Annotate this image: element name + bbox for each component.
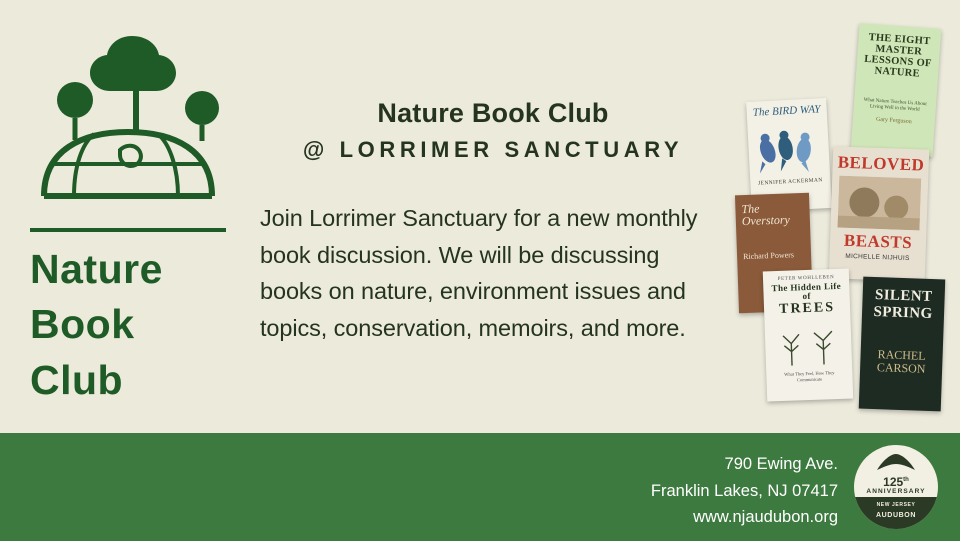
book-title: The Overstory <box>741 201 791 229</box>
seal-org-line-2: AUDUBON <box>876 512 916 519</box>
book-cover-hidden-life-of-trees <box>763 269 853 402</box>
book-subtitle: What Nature Teaches Us About Living Well in the World <box>863 97 927 113</box>
footer-bar <box>0 433 960 541</box>
trees-illustration-icon <box>771 319 847 368</box>
book-cover-collage <box>735 8 960 428</box>
book-cover-beloved-beasts <box>829 146 930 281</box>
book-subtitle: What They Feel, How They Communicate <box>784 369 835 383</box>
book-author: Gary Ferguson <box>875 116 912 125</box>
book-title: SILENT SPRING <box>873 287 933 322</box>
animal-illustration-icon <box>838 176 922 231</box>
anniversary-seal <box>854 445 938 529</box>
headline-block <box>258 98 728 163</box>
brand-logo-block <box>28 22 243 408</box>
tree-globe-logo-icon <box>28 22 228 222</box>
book-title-word-2: BEASTS <box>843 230 913 253</box>
book-title-word-1: BELOVED <box>837 152 925 175</box>
seal-word: ANNIVERSARY <box>866 488 926 495</box>
book-author: MICHELLE NIJHUIS <box>845 252 910 263</box>
book-title: THE EIGHT MASTER LESSONS OF NATURE <box>863 31 933 80</box>
footer-address-line-1: 790 Ewing Ave. <box>724 455 838 473</box>
book-title: The Hidden Life of TREES <box>771 280 842 317</box>
seal-band <box>854 497 938 529</box>
footer-website-link[interactable]: www.njaudubon.org <box>693 508 838 527</box>
footer-contact-block <box>651 451 838 531</box>
seal-number: 125th <box>883 475 909 489</box>
headline-primary: Nature Book Club <box>377 98 609 128</box>
book-cover-eight-master-lessons <box>851 23 942 156</box>
logo-title-line-1: Nature <box>30 246 163 292</box>
seal-org-line-1: NEW JERSEY <box>876 502 916 508</box>
birds-illustration-icon <box>754 122 823 177</box>
logo-divider <box>30 228 226 232</box>
book-author: JENNIFER ACKERMAN <box>757 176 823 187</box>
book-author-top: PETER WOHLLEBEN <box>777 275 835 283</box>
headline-secondary: @ LORRIMER SANCTUARY <box>302 137 684 162</box>
book-cover-silent-spring <box>859 277 946 412</box>
logo-title-line-3: Club <box>30 356 124 403</box>
book-title: The BIRD WAY <box>752 103 821 119</box>
description-paragraph: Join Lorrimer Sanctuary for a new monthly book discussion. We will be discussing books on nature, environment issues and topics, conservation, memoirs, and more. <box>260 205 698 341</box>
book-author: RACHEL CARSON <box>876 347 926 377</box>
logo-title-line-2: Book <box>30 301 135 348</box>
footer-address-line-2: Franklin Lakes, NJ 07417 <box>650 481 838 500</box>
book-author: Richard Powers <box>742 250 795 262</box>
